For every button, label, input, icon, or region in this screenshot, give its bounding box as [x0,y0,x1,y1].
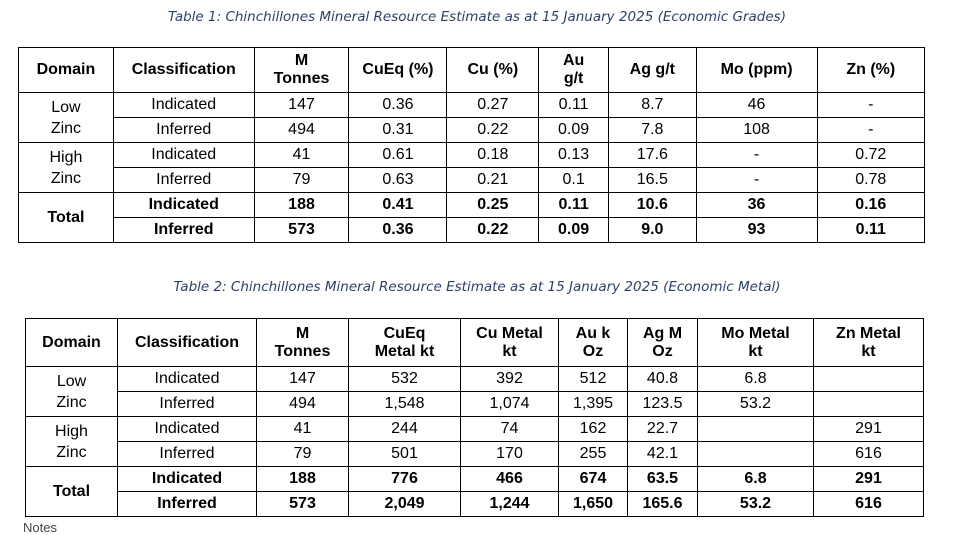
value-cell: 0.63 [349,168,447,193]
value-cell: 466 [461,467,559,492]
value-cell: 0.1 [539,168,609,193]
header-m-tonnes: M Tonnes [257,319,349,367]
value-cell: 0.41 [349,193,447,218]
value-cell: 53.2 [698,392,814,417]
header-cu-metal: Cu Metal kt [461,319,559,367]
classification-cell: Inferred [118,492,257,517]
value-cell [814,392,924,417]
domain-cell: Low Zinc [19,93,114,143]
grades-table [18,47,925,243]
header-mo-metal: Mo Metal kt [698,319,814,367]
header-cueq-metal: CuEq Metal kt [349,319,461,367]
value-cell: 9.0 [609,218,697,243]
value-cell: 291 [814,417,924,442]
value-cell: 255 [559,442,628,467]
value-cell: 0.13 [539,143,609,168]
header-au-koz: Au k Oz [559,319,628,367]
table1-caption: Table 1: Chinchillones Mineral Resource Estimate as at 15 January 2025 (Economic Grades) [168,9,786,25]
value-cell: 0.11 [539,193,609,218]
value-cell: 123.5 [628,392,698,417]
classification-cell: Inferred [113,168,254,193]
value-cell: 79 [257,442,349,467]
value-cell: 0.31 [349,118,447,143]
value-cell: 0.36 [349,93,447,118]
value-cell: 188 [257,467,349,492]
value-cell: 573 [257,492,349,517]
value-cell: 776 [349,467,461,492]
value-cell: 512 [559,367,628,392]
value-cell: 494 [254,118,349,143]
value-cell: 0.78 [817,168,924,193]
value-cell: 79 [254,168,349,193]
header-cueq: CuEq (%) [349,48,447,93]
table2-caption: Table 2: Chinchillones Mineral Resource Estimate as at 15 January 2025 (Economic Metal) [173,279,781,295]
value-cell: 0.27 [447,93,539,118]
value-cell: 674 [559,467,628,492]
value-cell: 10.6 [609,193,697,218]
classification-cell: Indicated [113,93,254,118]
value-cell: 0.22 [447,118,539,143]
value-cell: 0.25 [447,193,539,218]
classification-cell: Indicated [113,193,254,218]
domain-cell: High Zinc [19,143,114,193]
value-cell: 0.72 [817,143,924,168]
classification-cell: Inferred [113,118,254,143]
header-classification: Classification [113,48,254,93]
value-cell: 0.09 [539,218,609,243]
value-cell: 1,074 [461,392,559,417]
value-cell: 0.18 [447,143,539,168]
value-cell [814,367,924,392]
header-classification: Classification [118,319,257,367]
value-cell: 0.16 [817,193,924,218]
header-zn-metal: Zn Metal kt [814,319,924,367]
classification-cell: Indicated [118,417,257,442]
header-ag-moz: Ag M Oz [628,319,698,367]
header-m-tonnes: M Tonnes [254,48,349,93]
value-cell: 1,395 [559,392,628,417]
value-cell: 0.11 [539,93,609,118]
value-cell: 41 [257,417,349,442]
header-au: Au g/t [539,48,609,93]
value-cell: 2,049 [349,492,461,517]
value-cell: 6.8 [698,467,814,492]
value-cell: 93 [696,218,817,243]
classification-cell: Inferred [118,442,257,467]
value-cell: - [696,168,817,193]
classification-cell: Indicated [118,467,257,492]
classification-cell: Indicated [113,143,254,168]
header-domain: Domain [26,319,118,367]
value-cell: 162 [559,417,628,442]
value-cell: 501 [349,442,461,467]
header-zn: Zn (%) [817,48,924,93]
classification-cell: Inferred [113,218,254,243]
value-cell: 108 [696,118,817,143]
value-cell: 532 [349,367,461,392]
value-cell: 573 [254,218,349,243]
value-cell: 165.6 [628,492,698,517]
value-cell: 147 [254,93,349,118]
value-cell: 22.7 [628,417,698,442]
value-cell: 188 [254,193,349,218]
value-cell: 63.5 [628,467,698,492]
value-cell: 1,650 [559,492,628,517]
classification-cell: Inferred [118,392,257,417]
value-cell [698,417,814,442]
header-domain: Domain [19,48,114,93]
value-cell: 16.5 [609,168,697,193]
header-ag: Ag g/t [609,48,697,93]
metal-table [25,318,924,517]
value-cell: 0.61 [349,143,447,168]
value-cell: 1,548 [349,392,461,417]
value-cell: 494 [257,392,349,417]
notes-label: Notes [23,520,57,535]
value-cell: 616 [814,492,924,517]
value-cell: 0.11 [817,218,924,243]
value-cell: 1,244 [461,492,559,517]
value-cell: 6.8 [698,367,814,392]
value-cell: 46 [696,93,817,118]
value-cell: 291 [814,467,924,492]
value-cell: 74 [461,417,559,442]
value-cell: - [696,143,817,168]
domain-cell: High Zinc [26,417,118,467]
value-cell: 170 [461,442,559,467]
value-cell: 7.8 [609,118,697,143]
value-cell: 392 [461,367,559,392]
value-cell: 147 [257,367,349,392]
value-cell: - [817,93,924,118]
value-cell: 0.22 [447,218,539,243]
value-cell: 8.7 [609,93,697,118]
value-cell: 0.09 [539,118,609,143]
value-cell [698,442,814,467]
value-cell: 616 [814,442,924,467]
value-cell: 53.2 [698,492,814,517]
value-cell: - [817,118,924,143]
value-cell: 36 [696,193,817,218]
value-cell: 244 [349,417,461,442]
value-cell: 41 [254,143,349,168]
domain-cell: Low Zinc [26,367,118,417]
header-cu: Cu (%) [447,48,539,93]
value-cell: 40.8 [628,367,698,392]
domain-cell: Total [19,193,114,243]
header-mo: Mo (ppm) [696,48,817,93]
domain-cell: Total [26,467,118,517]
value-cell: 0.36 [349,218,447,243]
classification-cell: Indicated [118,367,257,392]
value-cell: 17.6 [609,143,697,168]
value-cell: 42.1 [628,442,698,467]
value-cell: 0.21 [447,168,539,193]
